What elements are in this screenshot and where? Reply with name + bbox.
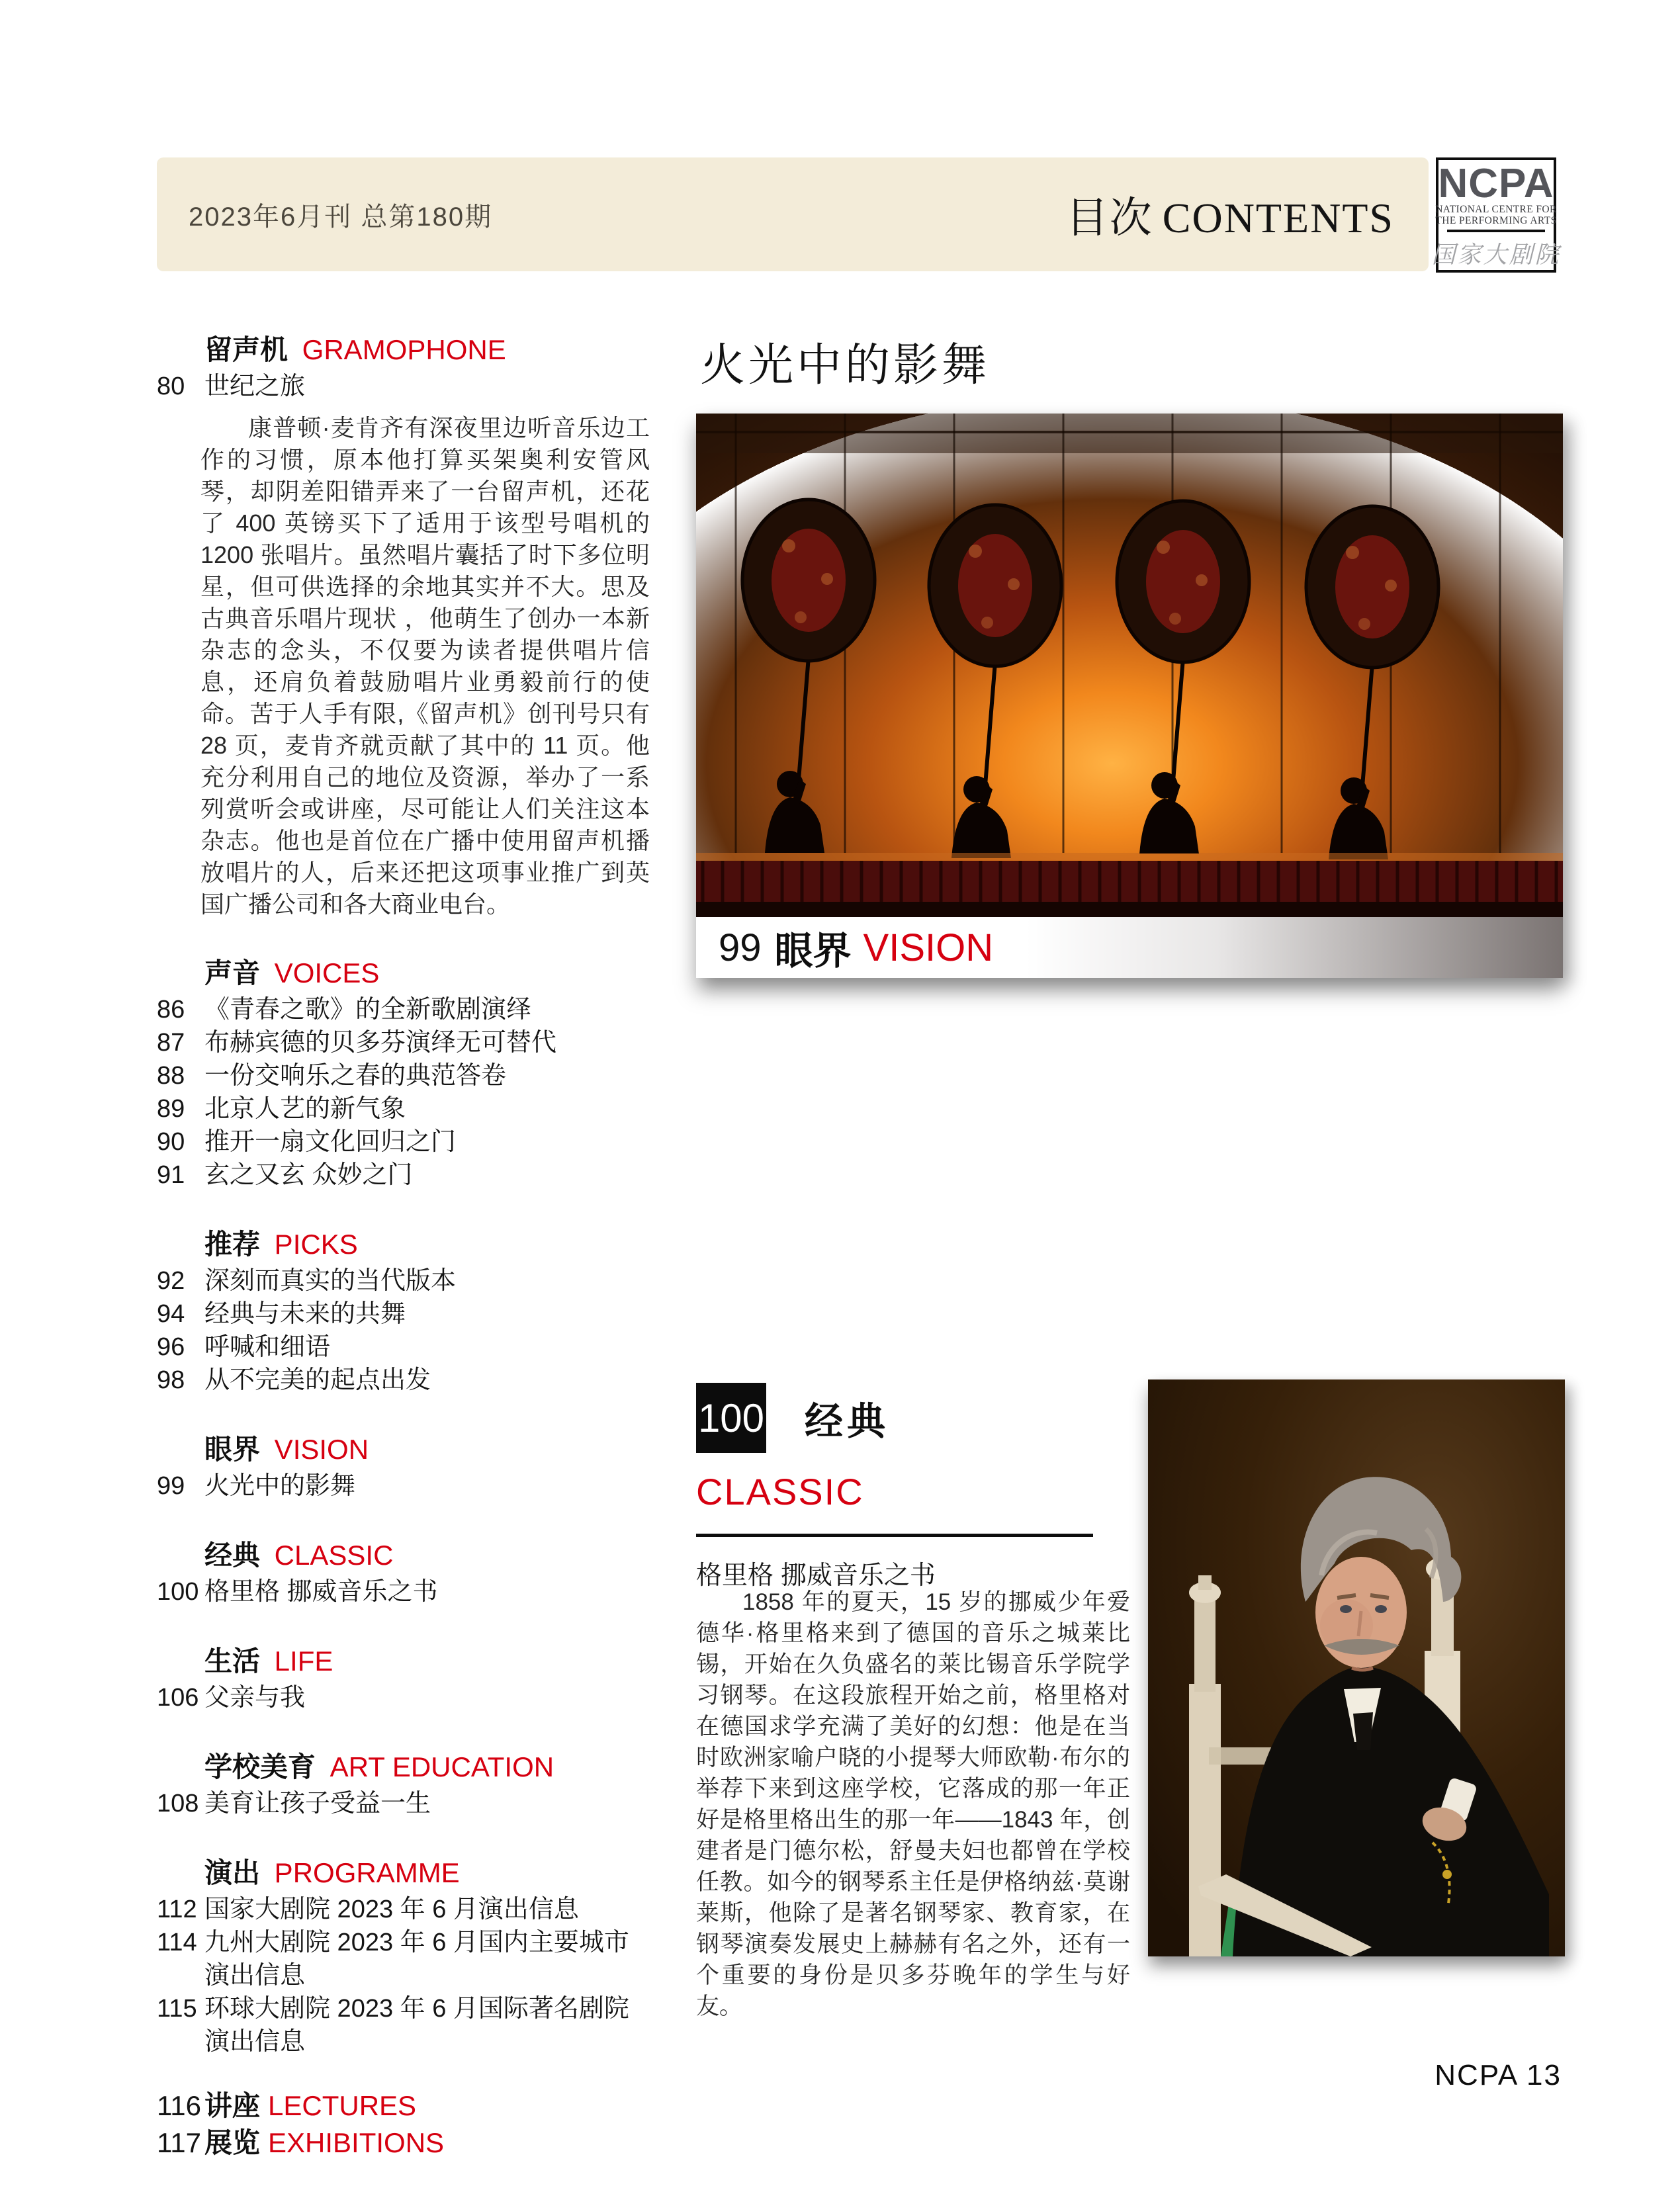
toc-item bbox=[157, 1926, 650, 1992]
toc-item bbox=[157, 993, 650, 1026]
toc-item bbox=[157, 1893, 650, 1926]
toc-item bbox=[157, 1469, 650, 1503]
toc-section-title-zh: 声音 bbox=[204, 957, 261, 988]
shadow-puppet-photo-art bbox=[696, 414, 1563, 978]
ncpa-logo-acronym: NCPA bbox=[1438, 161, 1554, 206]
toc-item-page: 89 bbox=[157, 1095, 185, 1123]
feature-photo bbox=[696, 414, 1563, 978]
toc-item-title-wrap bbox=[204, 2087, 416, 2124]
toc-item-title-zh: 讲座 bbox=[204, 2090, 261, 2121]
header-bar bbox=[157, 157, 1429, 271]
contents-title-en: CONTENTS bbox=[1162, 195, 1394, 241]
caption-page-number: 99 bbox=[719, 926, 762, 969]
toc-section-title-zh: 留声机 bbox=[204, 334, 288, 365]
toc-section-title-en: VOICES bbox=[267, 957, 380, 988]
toc-item bbox=[157, 370, 650, 403]
toc-item-standalone bbox=[157, 2124, 650, 2162]
toc-section bbox=[157, 1645, 650, 1714]
toc-item bbox=[157, 1092, 650, 1125]
classic-title-en: CLASSIC bbox=[696, 1471, 864, 1512]
toc-section-title-en: ART EDUCATION bbox=[322, 1751, 554, 1782]
toc-section-heading bbox=[204, 1645, 650, 1677]
toc-item-title: 环球大剧院 2023 年 6 月国际著名剧院演出信息 bbox=[204, 1995, 629, 2056]
ncpa-logo-divider bbox=[1447, 230, 1545, 232]
classic-divider bbox=[696, 1534, 1093, 1537]
toc-section bbox=[157, 1229, 650, 1397]
toc-section-heading bbox=[204, 1434, 650, 1466]
toc-item bbox=[157, 1681, 650, 1714]
toc-item-page: 115 bbox=[157, 1995, 197, 2023]
toc-item-title: 从不完美的起点出发 bbox=[204, 1366, 431, 1394]
classic-title-zh: 经典 bbox=[805, 1400, 890, 1443]
toc-section-heading bbox=[204, 1229, 650, 1260]
toc-item-page: 106 bbox=[157, 1684, 199, 1712]
toc-item bbox=[157, 1264, 650, 1297]
toc-item-page: 88 bbox=[157, 1062, 185, 1090]
toc-item-page: 92 bbox=[157, 1267, 185, 1295]
toc-item-title: 父亲与我 bbox=[204, 1684, 306, 1712]
toc-item-title: 推开一扇文化回归之门 bbox=[204, 1128, 457, 1156]
caption-section-en: VISION bbox=[863, 926, 994, 969]
page-title bbox=[1066, 184, 1394, 245]
classic-page-box: 100 bbox=[696, 1383, 766, 1453]
toc-section-items bbox=[157, 1575, 650, 1608]
classic-body-text: 1858 年的夏天，15 岁的挪威少年爱德华·格里格来到了德国的音乐之城莱比锡，开始在久负盛名的莱比锡音乐学院学习钢琴。在这段旅程开始之前，格里格对在德国求学充满了美好的幻想：他是在当时欧洲家喻户晓的小提琴大师欧勒·布尔的举荐下来到这座学校，它落成的那一年正好是格里格出生的那一年——1843 年，创建者是门德尔松，舒曼夫妇也都曾在学校任教。如今的钢琴系主任是伊格纳兹·莫谢莱斯，他除了是著名钢琴家、教育家，在钢琴演奏发展史上赫赫有名之外，还有一个重要的身份是贝多芬晚年的学生与好友。 bbox=[696, 1589, 1130, 2019]
toc-section-title-en: PICKS bbox=[267, 1229, 358, 1260]
toc-item-title: 呼喊和细语 bbox=[204, 1333, 331, 1361]
toc-item-title: 深刻而真实的当代版本 bbox=[204, 1267, 457, 1295]
table-of-contents bbox=[157, 334, 650, 2162]
toc-section-title-zh: 经典 bbox=[204, 1540, 261, 1571]
toc-section bbox=[157, 1857, 650, 2058]
toc-item-title: 经典与未来的共舞 bbox=[204, 1300, 406, 1328]
toc-section bbox=[157, 334, 650, 920]
toc-section-title-en: CLASSIC bbox=[267, 1540, 394, 1571]
toc-item-page: 116 bbox=[157, 2090, 201, 2121]
toc-section-title-zh: 眼界 bbox=[204, 1434, 261, 1465]
toc-item-page: 86 bbox=[157, 996, 185, 1024]
toc-item-page: 94 bbox=[157, 1300, 185, 1328]
toc-section-heading bbox=[204, 1540, 650, 1571]
toc-item bbox=[157, 1026, 650, 1059]
toc-item-page: 117 bbox=[157, 2127, 201, 2158]
toc-item bbox=[157, 1159, 650, 1192]
toc-item-page: 100 bbox=[157, 1578, 199, 1606]
toc-section-items bbox=[157, 1264, 650, 1397]
toc-item bbox=[157, 1125, 650, 1159]
toc-section bbox=[157, 1434, 650, 1503]
contents-title-zh: 目次 bbox=[1065, 195, 1153, 241]
ncpa-logo-line1: NATIONAL CENTRE FOR bbox=[1435, 204, 1557, 215]
toc-item-page: 80 bbox=[157, 372, 185, 400]
toc-section bbox=[157, 1751, 650, 1820]
toc-item-title: 一份交响乐之春的典范答卷 bbox=[204, 1062, 507, 1090]
toc-section-items bbox=[157, 1681, 650, 1714]
toc-section-items bbox=[157, 1787, 650, 1820]
classic-subtitle: 格里格 挪威音乐之书 bbox=[696, 1561, 936, 1590]
toc-item-title: 国家大剧院 2023 年 6 月演出信息 bbox=[204, 1896, 579, 1923]
toc-item bbox=[157, 1787, 650, 1820]
toc-section-title-zh: 生活 bbox=[204, 1645, 261, 1677]
toc-item-title: 九州大剧院 2023 年 6 月国内主要城市演出信息 bbox=[204, 1929, 629, 1990]
toc-item bbox=[157, 1992, 650, 2058]
ncpa-logo bbox=[1431, 157, 1561, 273]
toc-section-title-en: PROGRAMME bbox=[267, 1857, 460, 1888]
grieg-portrait bbox=[1148, 1379, 1565, 1956]
toc-item-title: 玄之又玄 众妙之门 bbox=[204, 1161, 413, 1189]
toc-item-title: 美育让孩子受益一生 bbox=[204, 1790, 431, 1817]
toc-item bbox=[157, 1575, 650, 1608]
toc-item-title: 北京人艺的新气象 bbox=[204, 1095, 406, 1123]
issue-label: 2023年6月刊 总第180期 bbox=[189, 202, 493, 232]
toc-item bbox=[157, 1059, 650, 1092]
toc-item-title: 格里格 挪威音乐之书 bbox=[204, 1578, 438, 1606]
toc-section-title-en: LIFE bbox=[267, 1645, 333, 1677]
toc-section-heading bbox=[204, 1751, 650, 1783]
toc-section-title-zh: 推荐 bbox=[204, 1229, 261, 1260]
toc-item bbox=[157, 1297, 650, 1331]
classic-section-header bbox=[696, 1383, 889, 1453]
toc-item-page: 91 bbox=[157, 1161, 185, 1189]
toc-item-page: 87 bbox=[157, 1029, 185, 1057]
ncpa-logo-line2: THE PERFORMING ARTS bbox=[1435, 215, 1557, 226]
toc-section bbox=[157, 1540, 650, 1608]
toc-item-title-zh: 展览 bbox=[204, 2127, 261, 2158]
toc-item-title: 火光中的影舞 bbox=[204, 1472, 356, 1500]
toc-section-title-zh: 学校美育 bbox=[204, 1751, 316, 1782]
feature-title: 火光中的影舞 bbox=[700, 340, 991, 390]
toc-item-page: 99 bbox=[157, 1472, 185, 1500]
toc-item-title: 《青春之歌》的全新歌剧演绎 bbox=[204, 996, 532, 1024]
toc-section-heading bbox=[204, 957, 650, 989]
toc-item-title-en: LECTURES bbox=[268, 2090, 417, 2121]
toc-item-title-wrap bbox=[204, 2124, 444, 2162]
toc-section-heading bbox=[204, 334, 650, 366]
toc-section-items bbox=[157, 993, 650, 1192]
toc-section-heading bbox=[204, 1857, 650, 1889]
toc-item-page: 108 bbox=[157, 1790, 199, 1817]
toc-item-page: 96 bbox=[157, 1333, 185, 1361]
toc-item-page: 114 bbox=[157, 1929, 197, 1956]
toc-item-title: 布赫宾德的贝多芬演绎无可替代 bbox=[204, 1029, 557, 1057]
toc-section-items bbox=[157, 370, 650, 403]
toc-item-title: 世纪之旅 bbox=[204, 372, 306, 400]
toc-section-excerpt: 康普顿·麦肯齐有深夜里边听音乐边工作的习惯，原本他打算买架奥利安管风琴，却阴差阳错弄来了一台留声机，还花了 400 英镑买下了适用于该型号唱机的 1200 张唱片。虽然唱片囊括了时下多位明星，但可供选择的余地其实并不大。思及古典音乐唱片现状 ，他萌生了创办一本新杂志的念头，不仅要为读者提供唱片信息，还肩负着鼓励唱片业勇毅前行的使命。苦于人手有限,《留声机》创刊号只有 28 页，麦肯齐就贡献了其中的 11 页。他充分利用自己的地位及资源，举办了一系列赏听会或讲座，尽可能让人们关注这本杂志。他也是首位在广播中使用留声机播放唱片的人，后来还把这项事业推广到英国广播公司和各大商业电台。 bbox=[200, 414, 650, 918]
photo-caption bbox=[696, 917, 1563, 978]
toc-item bbox=[157, 1364, 650, 1397]
toc-section-title-en: GRAMOPHONE bbox=[294, 334, 506, 365]
toc-item-page: 98 bbox=[157, 1366, 185, 1394]
page-number: NCPA 13 bbox=[1435, 2059, 1562, 2091]
grieg-portrait-art bbox=[1148, 1379, 1565, 1956]
toc-section bbox=[157, 957, 650, 1192]
toc-item-page: 112 bbox=[157, 1896, 197, 1923]
toc-item-page: 90 bbox=[157, 1128, 185, 1156]
toc-section-items bbox=[157, 1469, 650, 1503]
toc-section-title-en: VISION bbox=[267, 1434, 369, 1465]
toc-section-items bbox=[157, 1893, 650, 2058]
caption-section-zh: 眼界 bbox=[774, 930, 852, 973]
ncpa-logo-calligraphy: 国家大剧院 bbox=[1431, 241, 1561, 268]
toc-item-standalone bbox=[157, 2087, 650, 2124]
toc-item bbox=[157, 1331, 650, 1364]
toc-item-title-en: EXHIBITIONS bbox=[268, 2127, 445, 2158]
toc-section-title-zh: 演出 bbox=[204, 1857, 261, 1888]
